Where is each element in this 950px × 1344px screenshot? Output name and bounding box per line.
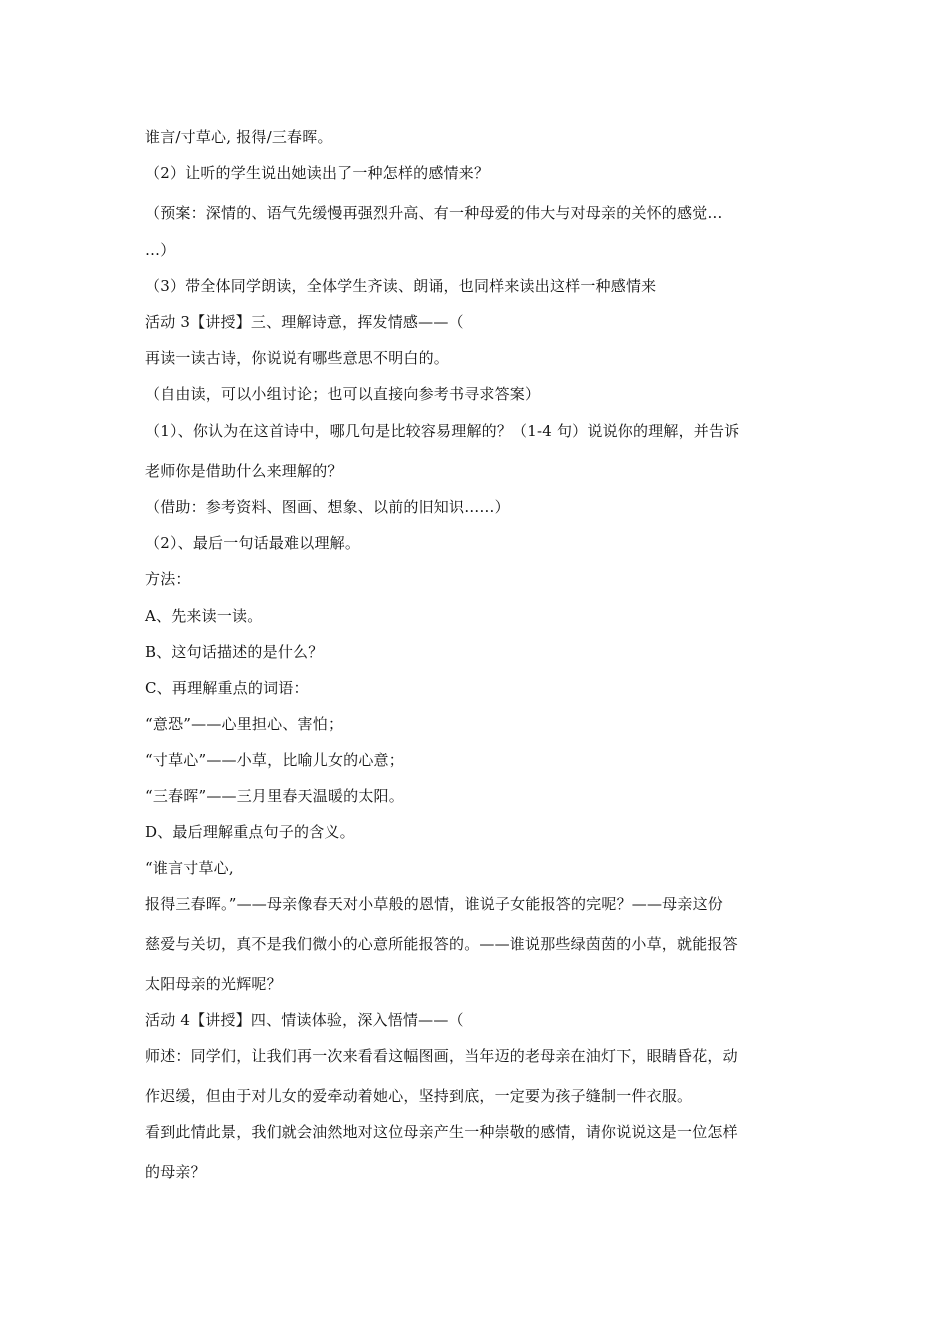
text-line: （预案：深情的、语气先缓慢再强烈升高、有一种母爱的伟大与对母亲的关怀的感觉…: [145, 204, 723, 222]
text-line: 师述：同学们，让我们再一次来看看这幅图画，当年迈的老母亲在油灯下，眼睛昏花，动: [145, 1047, 738, 1065]
text-line: 作迟缓，但由于对儿女的爱牵动着她心，坚持到底，一定要为孩子缝制一件衣服。: [145, 1087, 693, 1105]
text-line: 再读一读古诗，你说说有哪些意思不明白的。: [145, 349, 450, 367]
text-line: （2）让听的学生说出她读出了一种怎样的感情来？: [145, 164, 490, 182]
text-line: “谁言寸草心,: [145, 859, 234, 877]
text-line: （借助：参考资料、图画、想象、以前的旧知识……）: [145, 498, 510, 516]
text-line: 太阳母亲的光辉呢？: [145, 975, 282, 993]
text-line: （2）、最后一句话最难以理解。: [145, 534, 361, 552]
text-line: 老师你是借助什么来理解的？: [145, 462, 343, 480]
text-line: （1）、你认为在这首诗中，哪几句是比较容易理解的？（1-4 句）说说你的理解，并告诉: [145, 422, 740, 440]
text-line: （自由读，可以小组讨论；也可以直接向参考书寻求答案）: [145, 385, 541, 403]
text-line: 看到此情此景，我们就会油然地对这位母亲产生一种崇敬的感情，请你说说这是一位怎样: [145, 1123, 738, 1141]
list-item: B、这句话描述的是什么？: [145, 643, 324, 661]
text-line: “意恐”——心里担心、害怕；: [145, 715, 344, 733]
text-line: 的母亲？: [145, 1163, 206, 1181]
list-item: C、再理解重点的词语：: [145, 679, 309, 697]
section-heading: 活动 4【讲授】四、情读体验，深入悟情——（: [145, 1011, 464, 1029]
text-line: 方法：: [145, 570, 191, 588]
text-line: 慈爱与关切，真不是我们微小的心意所能报答的。——谁说那些绿茵茵的小草，就能报答: [145, 935, 738, 953]
text-line: 报得三春晖。”——母亲像春天对小草般的恩情，谁说子女能报答的完呢？——母亲这份: [145, 895, 723, 913]
list-item: A、先来读一读。: [145, 607, 263, 625]
list-item: D、最后理解重点句子的含义。: [145, 823, 355, 841]
text-line: 谁言/寸草心, 报得/三春晖。: [145, 128, 333, 146]
text-line: …）: [145, 241, 176, 259]
text-line: “三春晖”——三月里春天温暖的太阳。: [145, 787, 404, 805]
section-heading: 活动 3【讲授】三、理解诗意，挥发情感——（: [145, 313, 464, 331]
text-line: （3）带全体同学朗读，全体学生齐读、朗诵，也同样来读出这样一种感情来: [145, 277, 657, 295]
text-line: “寸草心”——小草，比喻儿女的心意；: [145, 751, 404, 769]
